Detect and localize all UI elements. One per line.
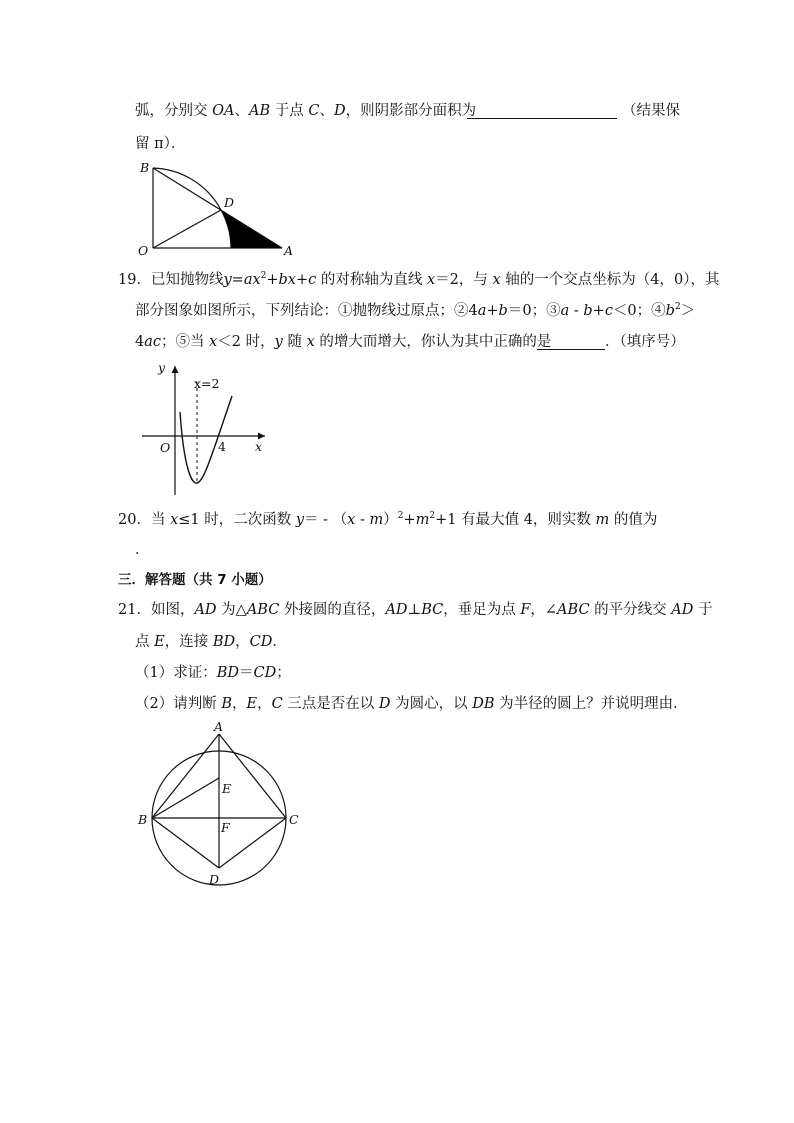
var-a: a [560,303,570,319]
text: ，∠ [530,602,558,618]
q18-line1 [135,101,476,121]
q21-line2 [135,632,287,652]
text: 、 [319,103,334,119]
text: +1 有最大值 4，则实数 [435,512,596,528]
text: ， [232,696,247,712]
var-C: C [271,696,283,712]
text: 的值为 [609,512,658,528]
text: 为△ [216,602,247,618]
q21-figure [135,718,310,890]
var-y: y [274,334,283,350]
segment-AC [219,734,286,818]
label-B: B [140,160,150,175]
text: ， [257,696,272,712]
segment-OD [153,210,221,248]
q21-line1 [118,600,712,620]
q19-line3 [135,332,551,352]
answer-blank-q18[interactable] [467,104,617,119]
segment-BD [152,818,219,868]
text: ） [383,512,398,528]
text: ＝ - （ [304,512,348,528]
text: （2）请判断 [135,696,222,712]
q19-line2 [135,301,695,321]
text: ⊥ [407,602,422,618]
text: 4 [135,334,145,350]
text: 轴的一个交点坐标为（4，0），其 [500,272,720,288]
text: 的平分线交 [589,602,672,618]
q21-part1 [135,663,291,683]
var-x: x [170,512,179,528]
text: 随 [282,334,307,350]
section-heading: 三．解答题（共 7 小题） [118,572,272,588]
label-E: E [222,781,232,796]
text: ，则阴影部分面积为 [345,103,477,119]
label-A: A [214,719,224,734]
text: ≤1 时，二次函数 [178,512,296,528]
q21-part2 [135,694,688,714]
var-m: m [415,512,430,528]
text: + [592,303,605,319]
superscript: 2 [260,271,267,281]
q20-line1 [118,510,657,530]
superscript: 2 [674,302,681,312]
q20-line2: ． [135,542,150,558]
var-ABC: ABC [557,602,590,618]
q19-line3-end: ．（填序号） [605,334,685,350]
var-AD: AD [671,602,694,618]
segment-AB [152,734,219,818]
q19-figure [140,360,275,500]
var-AD: AD [385,602,408,618]
var-C: C [308,103,320,119]
text: 于 [693,602,713,618]
text: + [403,512,416,528]
text: 19．已知抛物线 [118,272,224,288]
var-E: E [246,696,258,712]
answer-blank-q19[interactable] [537,335,605,350]
text: ＝0；③ [507,303,561,319]
var-BD: BD [212,634,236,650]
label-C: C [289,812,299,827]
text: ＜0；④ [612,303,666,319]
var-BD: BD [216,665,240,681]
text: 外接圆的直径， [279,602,386,618]
q18-figure [130,158,300,258]
segment-BE [152,778,219,818]
text: （1）求证： [135,665,217,681]
var-BC: BC [421,602,444,618]
var-x: x [492,272,501,288]
label-O: O [160,440,171,455]
label-y: y [158,360,166,375]
var-b: b [498,303,508,319]
label-4: 4 [218,439,226,454]
var-c: c [604,303,613,319]
label-D: D [224,195,235,210]
text: 的增大而增大，你认为其中正确的是 [314,334,552,350]
var-y: y [295,512,305,528]
var-x: x [347,512,356,528]
var-x: x [306,334,315,350]
text: - [569,303,584,319]
var-D: D [378,696,391,712]
label-A: A [284,243,294,258]
text: ＝2，与 [435,272,493,288]
var-ac: ac [144,334,161,350]
var-CD: CD [253,665,277,681]
q18-line1-end: （结果保 [622,103,680,119]
var-b: b [665,303,675,319]
superscript: 2 [429,511,436,521]
text: 弧，分别交 [135,103,213,119]
text: 20．当 [118,512,171,528]
q18-line2: 留 π）． [135,136,186,152]
text: = [231,272,244,288]
text: 点 [135,634,155,650]
text: 三点是否在以 [282,696,379,712]
var-m: m [595,512,610,528]
text: 于点 [270,103,309,119]
text: ， [235,634,250,650]
var-y: y [223,272,232,288]
label-x-equals-2: x=2 [194,376,220,391]
label-B: B [138,812,148,827]
var-x: x [426,272,436,288]
var-a: a [477,303,487,319]
var-b: b [583,303,593,319]
text: 部分图象如图所示，下列结论：①抛物线过原点；②4 [135,303,478,319]
var-B: B [221,696,232,712]
text: 的对称轴为直线 [316,272,427,288]
var-m: m [369,512,384,528]
var-F: F [520,602,531,618]
var-OA: OA [212,103,235,119]
var-DB: DB [472,696,495,712]
var-E: E [154,634,165,650]
text: ，垂足为点 [443,602,521,618]
text: 为圆心，以 [390,696,473,712]
var-AB: AB [248,103,271,119]
text: ，连接 [164,634,213,650]
label-x: x [255,439,263,454]
var-bxc: +bx+c [266,272,317,288]
superscript: 2 [397,511,404,521]
text: ＝ [239,665,254,681]
text: 、 [234,103,249,119]
text: + [486,303,499,319]
text: ． [272,634,287,650]
var-ax: ax [243,272,261,288]
var-AD: AD [194,602,217,618]
var-CD: CD [249,634,273,650]
text: ；⑤当 [161,334,210,350]
var-D: D [333,103,346,119]
var-x: x [209,334,218,350]
y-axis-arrow [172,366,179,373]
var-ABC: ABC [246,602,280,618]
text: ＜2 时， [217,334,275,350]
label-O: O [138,243,149,258]
text: ＞ [680,303,696,319]
text: 为半径的圆上？并说明理由． [494,696,688,712]
text: - [355,512,370,528]
label-D: D [209,872,220,887]
text: 21．如图， [118,602,195,618]
text: ； [276,665,291,681]
label-F: F [221,820,230,835]
q19-line1 [118,270,720,290]
